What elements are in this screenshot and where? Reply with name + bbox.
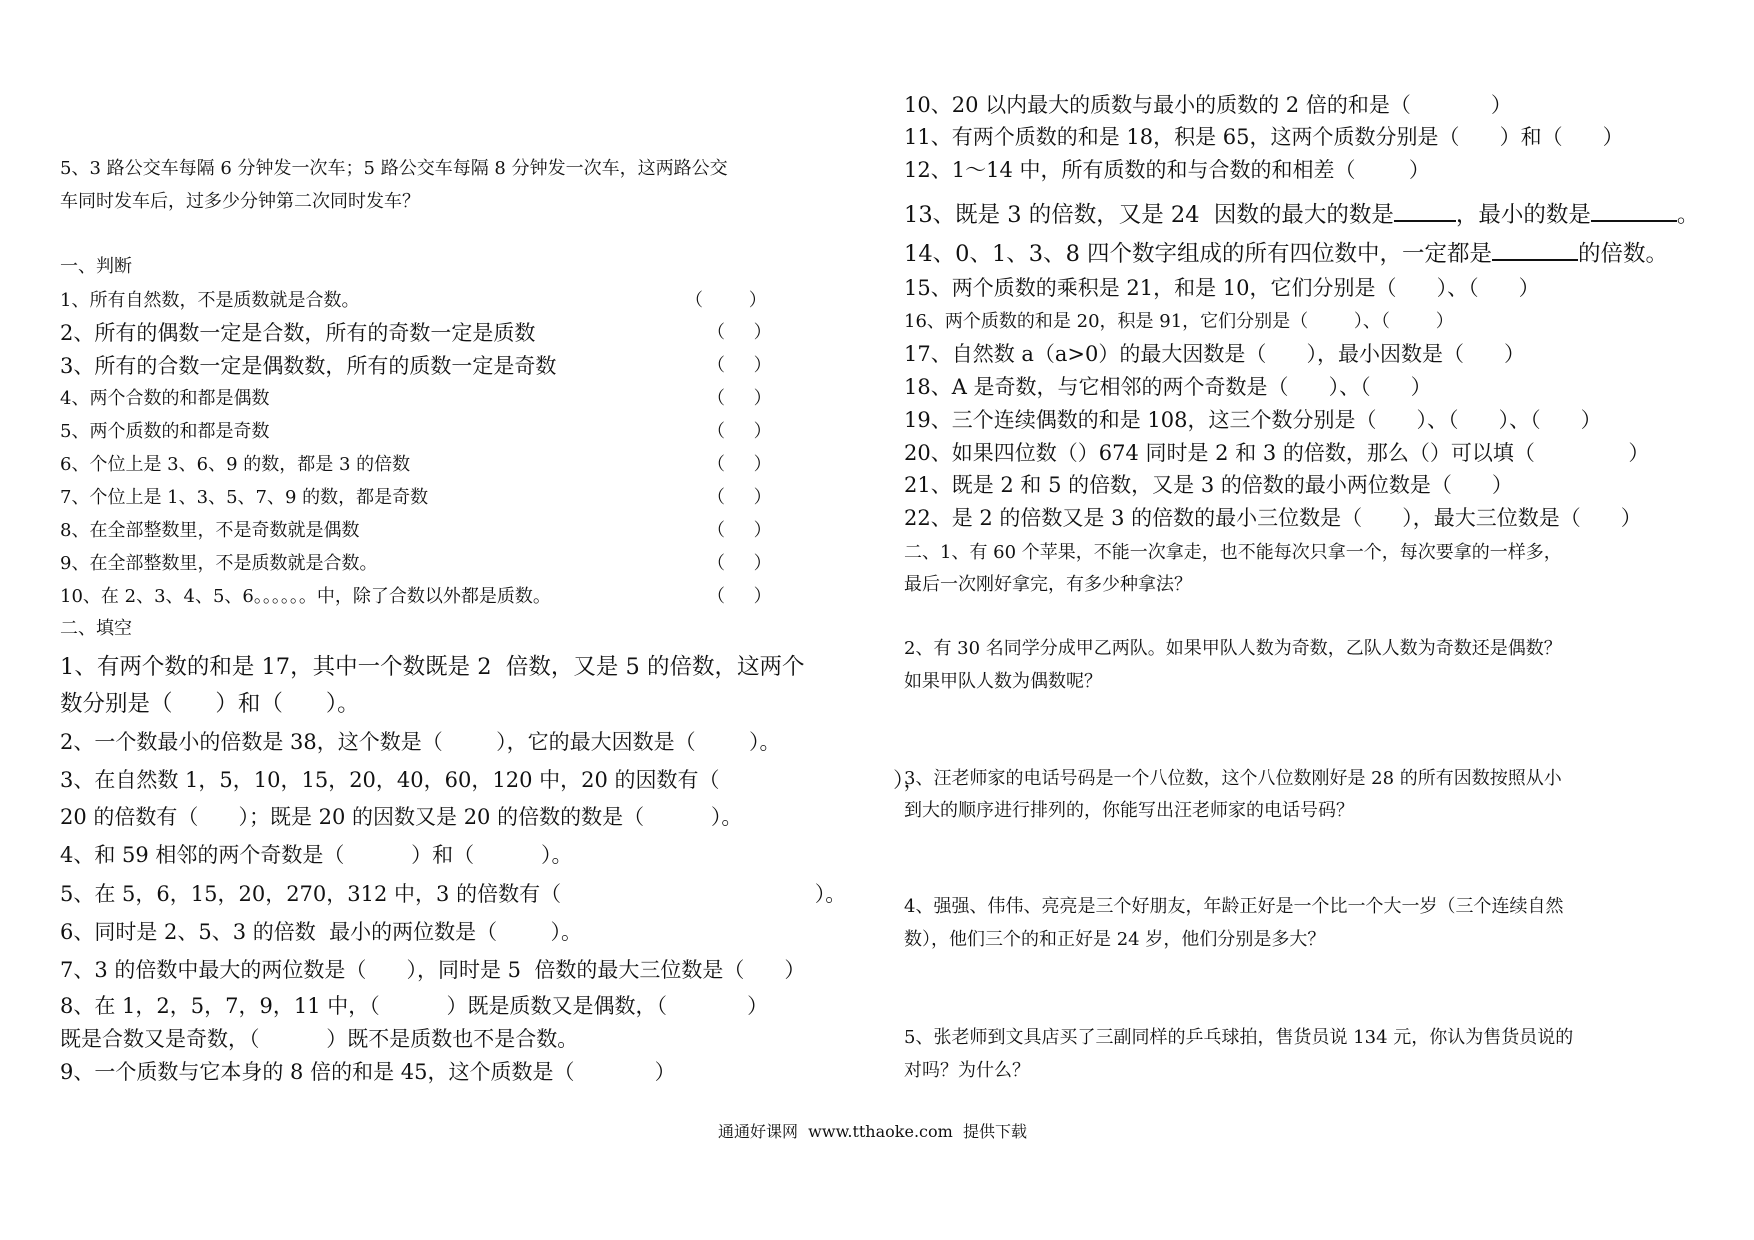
fill-question-line: 20 的倍数有（ ）；既是 20 的因数又是 20 的倍数的数是（ ）。 (60, 805, 743, 829)
fill-question-line: 21、既是 2 和 5 的倍数，又是 3 的倍数的最小两位数是（ ） (904, 473, 1513, 497)
fill-question-line: 20、如果四位数（）674 同时是 2 和 3 的倍数，那么（）可以填（ ） (904, 441, 1650, 465)
judge-item: 3、所有的合数一定是偶数数，所有的质数一定是奇数 (60, 354, 557, 378)
judge-answer-paren[interactable]: （ ） (707, 487, 772, 508)
judge-item: 7、个位上是 1、3、5、7、9 的数，都是奇数 (60, 487, 429, 508)
answer-blank[interactable] (1591, 200, 1677, 222)
judge-item: 4、两个合数的和都是偶数 (60, 388, 270, 409)
fill-question-line: 数分别是（ ）和（ ）。 (60, 691, 360, 717)
fill-question-14 (904, 239, 1668, 266)
answer-blank[interactable] (1394, 200, 1456, 222)
fill-question-line: 15、两个质数的乘积是 21，和是 10，它们分别是（ ）、（ ） (904, 276, 1540, 300)
application-question-line: 最后一次刚好拿完，有多少种拿法？ (904, 574, 1192, 595)
judge-answer-paren[interactable]: （ ） (707, 355, 772, 376)
intro-question-line: 5、3 路公交车每隔 6 分钟发一次车；5 路公交车每隔 8 分钟发一次车，这两路公交 (60, 158, 728, 179)
intro-question-line: 车同时发车后，过多少分钟第二次同时发车？ (60, 191, 420, 212)
fill-question-line: 6、同时是 2、5、3 的倍数 最小的两位数是（ ）。 (60, 920, 583, 944)
q14-end: 的倍数。 (1578, 241, 1669, 267)
judge-item: 6、个位上是 3、6、9 的数，都是 3 的倍数 (60, 454, 411, 475)
fill-question-line: 22、是 2 的倍数又是 3 的倍数的最小三位数是（ ），最大三位数是（ ） (904, 506, 1642, 530)
application-question-line: 如果甲队人数为偶数呢？ (904, 671, 1102, 692)
fill-question-line: 10、20 以内最大的质数与最小的质数的 2 倍的和是（ ） (904, 93, 1512, 117)
fill-question-line: 9、一个质数与它本身的 8 倍的和是 45，这个质数是（ ） (60, 1060, 676, 1084)
fill-question-line: 1、有两个数的和是 17，其中一个数既是 2 倍数，又是 5 的倍数，这两个 (60, 654, 805, 680)
judge-answer-paren[interactable]: （ ） (707, 520, 772, 541)
judge-item: 9、在全部整数里，不是质数就是合数。 (60, 553, 378, 574)
judge-answer-paren[interactable]: （ ） (685, 290, 767, 311)
application-question-line: 二、1、有 60 个苹果，不能一次拿走，也不能每次只拿一个，每次要拿的一样多， (904, 542, 1562, 563)
fill-question-line: 2、一个数最小的倍数是 38，这个数是（ ），它的最大因数是（ ）。 (60, 730, 781, 754)
judge-item: 10、在 2、3、4、5、6。。。。。。中，除了合数以外都是质数。 (60, 586, 551, 607)
fill-question-line: 8、在 1，2，5，7，9，11 中，（ ）既是质数又是偶数，（ ） (60, 994, 769, 1018)
judge-item: 2、所有的偶数一定是合数，所有的奇数一定是质数 (60, 321, 536, 345)
application-question-line: 4、强强、伟伟、亮亮是三个好朋友，年龄正好是一个比一个大一岁（三个连续自然 (904, 896, 1564, 917)
fill-question-line: 5、在 5，6，15，20，270，312 中，3 的倍数有（ ）。 (60, 882, 847, 906)
judge-item: 8、在全部整数里，不是奇数就是偶数 (60, 520, 360, 541)
fill-question-line: 4、和 59 相邻的两个奇数是（ ）和（ ）。 (60, 843, 573, 867)
judge-item: 5、两个质数的和都是奇数 (60, 421, 270, 442)
q14-text: 14、0、1、3、8 四个数字组成的所有四位数中，一定都是 (904, 241, 1493, 267)
judge-heading: 一、判断 (60, 256, 132, 277)
judge-answer-paren[interactable]: （ ） (707, 421, 772, 442)
application-question-line: 数），他们三个的和正好是 24 岁，他们分别是多大？ (904, 929, 1326, 950)
q13-mid: ，最小的数是 (1455, 202, 1591, 228)
fill-question-line: 3、在自然数 1，5，10，15，20，40，60，120 中，20 的因数有（ ）， (60, 768, 925, 792)
application-question-line: 2、有 30 名同学分成甲乙两队。如果甲队人数为奇数，乙队人数为奇数还是偶数？ (904, 638, 1562, 659)
fill-heading: 二、填空 (60, 618, 132, 639)
judge-answer-paren[interactable]: （ ） (707, 454, 772, 475)
fill-question-line: 既是合数又是奇数，（ ）既不是质数也不是合数。 (60, 1027, 579, 1051)
fill-question-line: 18、A 是奇数，与它相邻的两个奇数是（ ）、（ ） (904, 375, 1432, 399)
fill-question-line: 11、有两个质数的和是 18，积是 65，这两个质数分别是（ ）和（ ） (904, 125, 1624, 149)
fill-question-line: 12、1～14 中，所有质数的和与合数的和相差（ ） (904, 158, 1430, 182)
application-question-line: 5、张老师到文具店买了三副同样的乒乓球拍，售货员说 134 元，你认为售货员说的 (904, 1027, 1574, 1048)
answer-blank[interactable] (1492, 239, 1578, 261)
application-question-line: 到大的顺序进行排列的，你能写出汪老师家的电话号码？ (904, 800, 1354, 821)
footer-credit: 通通好课网 www.tthaoke.com 提供下载 (718, 1122, 1027, 1141)
fill-question-line: 7、3 的倍数中最大的两位数是（ ），同时是 5 倍数的最大三位数是（ ） (60, 958, 806, 982)
application-question-line: 3、汪老师家的电话号码是一个八位数，这个八位数刚好是 28 的所有因数按照从小 (904, 768, 1562, 789)
q13-end: 。 (1676, 202, 1700, 228)
judge-answer-paren[interactable]: （ ） (707, 553, 772, 574)
judge-answer-paren[interactable]: （ ） (707, 322, 772, 343)
judge-item: 1、所有自然数，不是质数就是合数。 (60, 290, 360, 311)
judge-answer-paren[interactable]: （ ） (707, 388, 772, 409)
application-question-line: 对吗？为什么？ (904, 1060, 1030, 1081)
fill-question-line: 19、三个连续偶数的和是 108，这三个数分别是（ ）、（ ）、（ ） (904, 408, 1602, 432)
fill-question-line: 16、两个质数的和是 20，积是 91，它们分别是（ ）、（ ） (904, 311, 1454, 332)
q13-text: 13、既是 3 的倍数，又是 24 因数的最大的数是 (904, 202, 1394, 228)
judge-answer-paren[interactable]: （ ） (707, 586, 772, 607)
fill-question-line: 17、自然数 a（a>0）的最大因数是（ ），最小因数是（ ） (904, 342, 1525, 366)
fill-question-13 (904, 200, 1699, 227)
